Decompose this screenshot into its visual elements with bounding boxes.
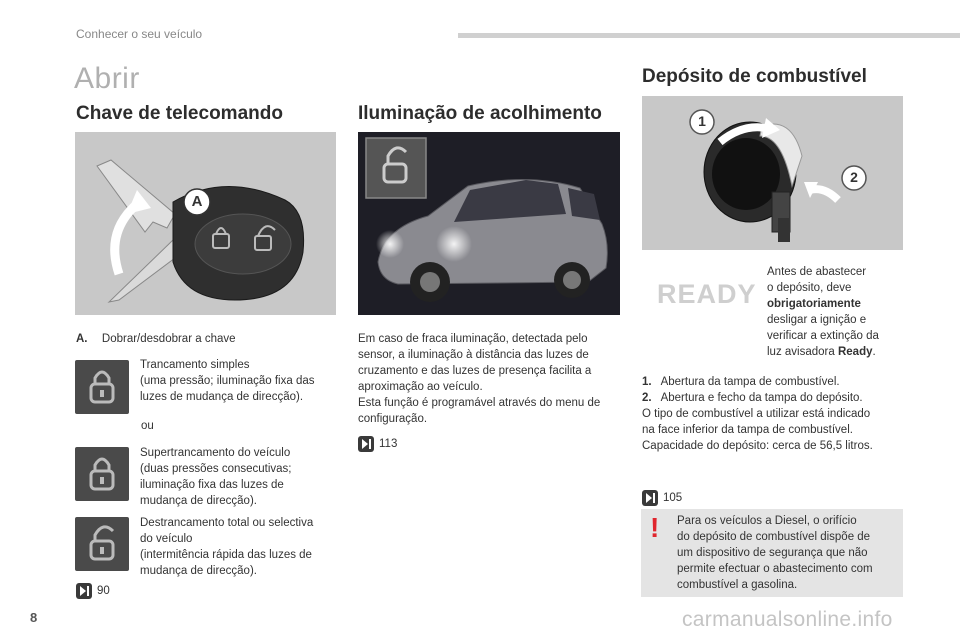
- unlock-line: mudança de direcção).: [140, 565, 257, 577]
- page-reference-icon: [76, 583, 92, 599]
- fuel-info-line: Capacidade do depósito: cerca de 56,5 litros.: [642, 440, 873, 452]
- fuel-ref-page: 105: [663, 492, 683, 504]
- superlock-line: mudança de direcção).: [140, 495, 257, 507]
- warning-line: do depósito de combustível dispõe de: [677, 531, 871, 543]
- superlock-line: Supertrancamento do veículo: [140, 447, 291, 459]
- fuel-steps: [642, 374, 873, 454]
- lock-icon: [75, 360, 129, 414]
- car-lighting-illustration: [358, 132, 620, 315]
- superlock-line: (duas pressões consecutivas;: [140, 463, 292, 475]
- fuel-page-reference[interactable]: [642, 490, 682, 506]
- fuel-step-1: 1. Abertura da tampa de combustível.: [642, 376, 840, 388]
- fuel-step-2: 2. Abertura e fecho da tampa do depósito.: [642, 392, 863, 404]
- page-section-title: Conhecer o seu veículo: [76, 27, 203, 41]
- lighting-line: sensor, a iluminação à distância das luzes de: [358, 349, 589, 361]
- remote-key-drawing: [75, 132, 336, 315]
- warning-line: um dispositivo de segurança que não: [677, 547, 868, 559]
- ready-line: luz avisadora: [767, 346, 838, 358]
- unlock-text: [140, 515, 313, 579]
- ready-line: desligar a ignição e: [767, 314, 867, 326]
- key-callout-a: A: [191, 193, 203, 210]
- ready-line: Antes de abastecer: [767, 266, 867, 278]
- diesel-warning-text: [677, 513, 873, 593]
- simple-lock-line: Trancamento simples: [140, 359, 250, 371]
- watermark: carmanualsonline.info: [682, 608, 893, 631]
- lighting-line: cruzamento e das luzes de presença facilita a: [358, 365, 592, 377]
- superlock-line: iluminação fixa das luzes de: [140, 479, 284, 491]
- fuel-callout-1: 1: [698, 113, 706, 129]
- warning-line: permite efectuar o abastecimento com: [677, 563, 873, 575]
- lighting-description: [358, 331, 600, 427]
- lighting-line: Em caso de fraca iluminação, detectada pelo: [358, 333, 588, 345]
- lighting-heading: Iluminação de acolhimento: [358, 103, 602, 124]
- fuel-callout-2: 2: [850, 169, 858, 185]
- fuel-info-line: na face inferior da tampa de combustível.: [642, 424, 853, 436]
- unlock-line: do veículo: [140, 533, 193, 545]
- key-ref-page: 90: [97, 585, 110, 597]
- ready-line: verificar a extinção da: [767, 330, 879, 342]
- warning-line: combustível a gasolina.: [677, 579, 798, 591]
- page-number: 8: [30, 610, 38, 625]
- lighting-line: configuração.: [358, 413, 428, 425]
- car-drawing: [358, 132, 620, 315]
- fuel-cap-drawing: [642, 96, 903, 250]
- fuel-info-line: O tipo de combustível a utilizar está indicado: [642, 408, 871, 420]
- fuel-cap-illustration: [642, 96, 903, 250]
- ready-instruction: [767, 264, 879, 360]
- warning-line: Para os veículos a Diesel, o orifício: [677, 515, 857, 527]
- key-page-reference[interactable]: [76, 583, 110, 599]
- simple-lock-line: (uma pressão; iluminação fixa das: [140, 375, 315, 387]
- header-divider: [458, 33, 960, 38]
- ready-emphasis: obrigatoriamente: [767, 298, 861, 310]
- key-fold-instruction: [76, 331, 236, 347]
- ready-lamp-name: Ready: [837, 346, 873, 358]
- page-reference-icon: [358, 436, 374, 452]
- ready-warning-logo: READY: [657, 279, 757, 309]
- ready-line-end: .: [872, 346, 876, 358]
- simple-lock-line: luzes de mudança de direcção).: [140, 391, 304, 403]
- ready-line: o depósito, deve: [767, 282, 852, 294]
- lighting-line: aproximação ao veículo.: [358, 381, 483, 393]
- unlock-line: Destrancamento total ou selectiva: [140, 517, 314, 529]
- superlock-icon: [75, 447, 129, 501]
- simple-lock-text: [140, 357, 315, 405]
- superlock-text: [140, 445, 292, 509]
- lighting-page-reference[interactable]: [358, 436, 397, 452]
- or-text: ou: [141, 420, 154, 432]
- page-title: Abrir: [74, 62, 140, 95]
- key-label-a: A.: [76, 333, 88, 345]
- remote-key-illustration: [75, 132, 336, 315]
- fuel-heading: Depósito de combustível: [642, 66, 867, 87]
- page-reference-icon: [642, 490, 658, 506]
- unlock-icon: [75, 517, 129, 571]
- lighting-line: Esta função é programável através do menu de: [358, 397, 601, 409]
- unlock-line: (intermitência rápida das luzes de: [140, 549, 312, 561]
- warning-exclamation-icon: !: [650, 512, 660, 543]
- key-fold-text: Dobrar/desdobrar a chave: [101, 333, 236, 345]
- key-heading: Chave de telecomando: [76, 103, 283, 124]
- lighting-ref-page: 113: [379, 438, 398, 450]
